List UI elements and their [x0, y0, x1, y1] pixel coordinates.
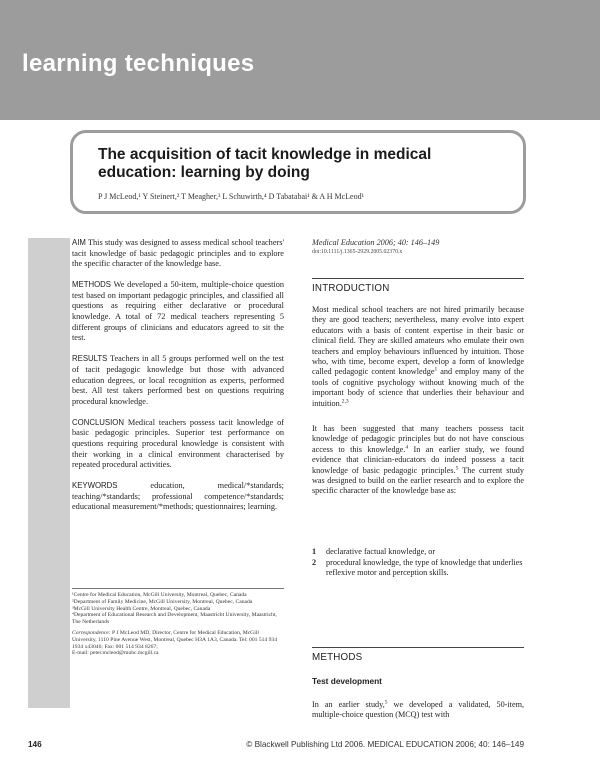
results-text: Teachers in all 5 groups performed well on the test of tacit pedagogic knowledge but those with advanced education degrees, or local recognition as experts, performed best. All test takers performed best on questions requiring procedural knowledge.: [72, 354, 284, 406]
abstract-aim: [72, 238, 284, 270]
introduction-heading: INTRODUCTION: [312, 278, 524, 294]
methods-p1-text-a: In an earlier study,: [312, 700, 385, 709]
intro-p2-text-a: It has been suggested that many teachers possess tacit knowledge of pedagogic principles but do not have conscious access to this knowledge.: [312, 424, 524, 454]
doi[interactable]: doi:10.1111/j.1365-2929.2005.02370.x: [312, 249, 403, 255]
section-title: learning techniques: [22, 50, 255, 77]
methods-paragraph-1: [312, 700, 524, 721]
affiliation-4: ⁴Department of Educational Research and Development, Maastricht University, Maastricht, The Netherlands: [72, 612, 277, 626]
keywords-text: education, medical/*standards; teaching/*standards; professional competence/*standards; educational measurement/*methods; questionnaires; learning.: [72, 481, 284, 512]
methods-label: METHODS: [72, 280, 111, 290]
reference-mark: 4: [405, 444, 409, 451]
journal-info: [312, 238, 524, 255]
conclusion-text: Medical teachers possess tacit knowledge of basic pedagogic principles. Superior test performance on questions requiring procedural knowledge is consistent with their working in a clinical environment characterised by repeated procedural activities.: [72, 417, 284, 470]
introduction-paragraph-2: [312, 424, 524, 497]
results-label: RESULTS: [72, 354, 108, 364]
footer-copyright: © Blackwell Publishing Ltd 2006. MEDICAL EDUCATION 2006; 40: 146–149: [246, 740, 524, 749]
correspondence: [72, 630, 284, 650]
aim-text: This study was designed to assess medical school teachers' tacit knowledge of basic pedagogic principles and to explore the specific character of the knowledge base.: [72, 238, 284, 269]
introduction-paragraph-1: [312, 305, 524, 409]
journal-citation: Medical Education 2006; 40: 146–149: [312, 238, 440, 247]
affiliations: [72, 588, 284, 657]
list-text: procedural knowledge, the type of knowledge that underlies reflexive motor and perception skills.: [326, 558, 523, 578]
correspondence-label: Correspondence:: [72, 629, 111, 636]
list-text: declarative factual knowledge, or: [326, 547, 436, 556]
methods-p1-text-b: we developed a validated, 50-item, multiple-choice question (MCQ) test with: [312, 700, 524, 720]
reference-mark: 1: [434, 366, 438, 373]
section-banner: [0, 0, 600, 120]
intro-p2-text-c: The current study was designed to build on the earlier research and to explore the specific character of the knowledge base as:: [312, 465, 524, 496]
page-number: 146: [28, 740, 42, 749]
abstract-conclusion: [72, 418, 284, 471]
reference-mark: 2,3: [341, 397, 349, 404]
intro-p1-text-b: and employ many of the tools of cognitive psychology without knowing much of the important body of science that underlies their behaviour and intuition.: [312, 367, 524, 408]
affiliation-2: ²Department of Family Medicine, McGill University, Montreal, Quebec, Canada: [72, 598, 253, 605]
reference-mark: 5: [455, 464, 459, 471]
aim-label: AIM: [72, 238, 86, 247]
affiliation-3: ³McGill University Health Centre, Montreal, Quebec, Canada: [72, 605, 211, 612]
abstract: [72, 238, 284, 524]
methods-heading: METHODS: [312, 647, 524, 663]
list-number: 2: [312, 558, 317, 567]
abstract-methods: [72, 280, 284, 344]
conclusion-label: CONCLUSION: [72, 417, 124, 427]
intro-p1-text-a: Most medical school teachers are not hired primarily because they are good teachers; nevertheless, many evolve into expert educators with a basis of content expertise in their basic or clinical field. They are skilled amateurs who emulate their own teachers and employ behaviours influenced by intuition. Those who, with time, become expert, develop a form of knowledge called pedagogic content knowledge: [312, 305, 524, 377]
test-development-subheading: Test development: [312, 676, 382, 686]
abstract-keywords: [72, 481, 284, 513]
affiliation-1: ¹Centre for Medical Education, McGill University, Montreal, Quebec, Canada: [72, 592, 247, 598]
intro-p2-text-b: In an earlier study, we found evidence that clinician-educators do indeed possess a tacit knowledge of basic pedagogic principles.: [312, 444, 525, 475]
article-title: The acquisition of tacit knowledge in medical education: learning by doing: [98, 146, 432, 181]
methods-text: We developed a 50-item, multiple-choice question test based on important pedagogic principles, and classified all questions as requiring either declarative or procedural knowledge. A total of 72 medical teachers representing 5 different groups of clinicians and educators agreed to sit the test.: [72, 280, 284, 343]
correspondence-text: P J McLeod MD, Director, Centre for Medical Education, McGill University, 1110 Pine Avenue West, Montreal, Quebec H3A 1A3, Canada. Tel: 001 514 934 1934 x43046; Fax: 001 514 934 8267;: [72, 629, 278, 650]
keywords-label: KEYWORDS: [72, 481, 118, 491]
list-number: 1: [312, 547, 317, 556]
abstract-results: [72, 354, 284, 407]
abstract-sidebar: [28, 238, 70, 708]
correspondence-email[interactable]: E-mail: peter.mcleod@muhc.mcgill.ca: [72, 650, 159, 657]
reference-mark: 5: [384, 699, 388, 706]
author-list: P J McLeod,¹ Y Steinert,² T Meagher,³ L Schuwirth,⁴ D Tabatabai¹ & A H McLeod¹: [98, 192, 365, 201]
